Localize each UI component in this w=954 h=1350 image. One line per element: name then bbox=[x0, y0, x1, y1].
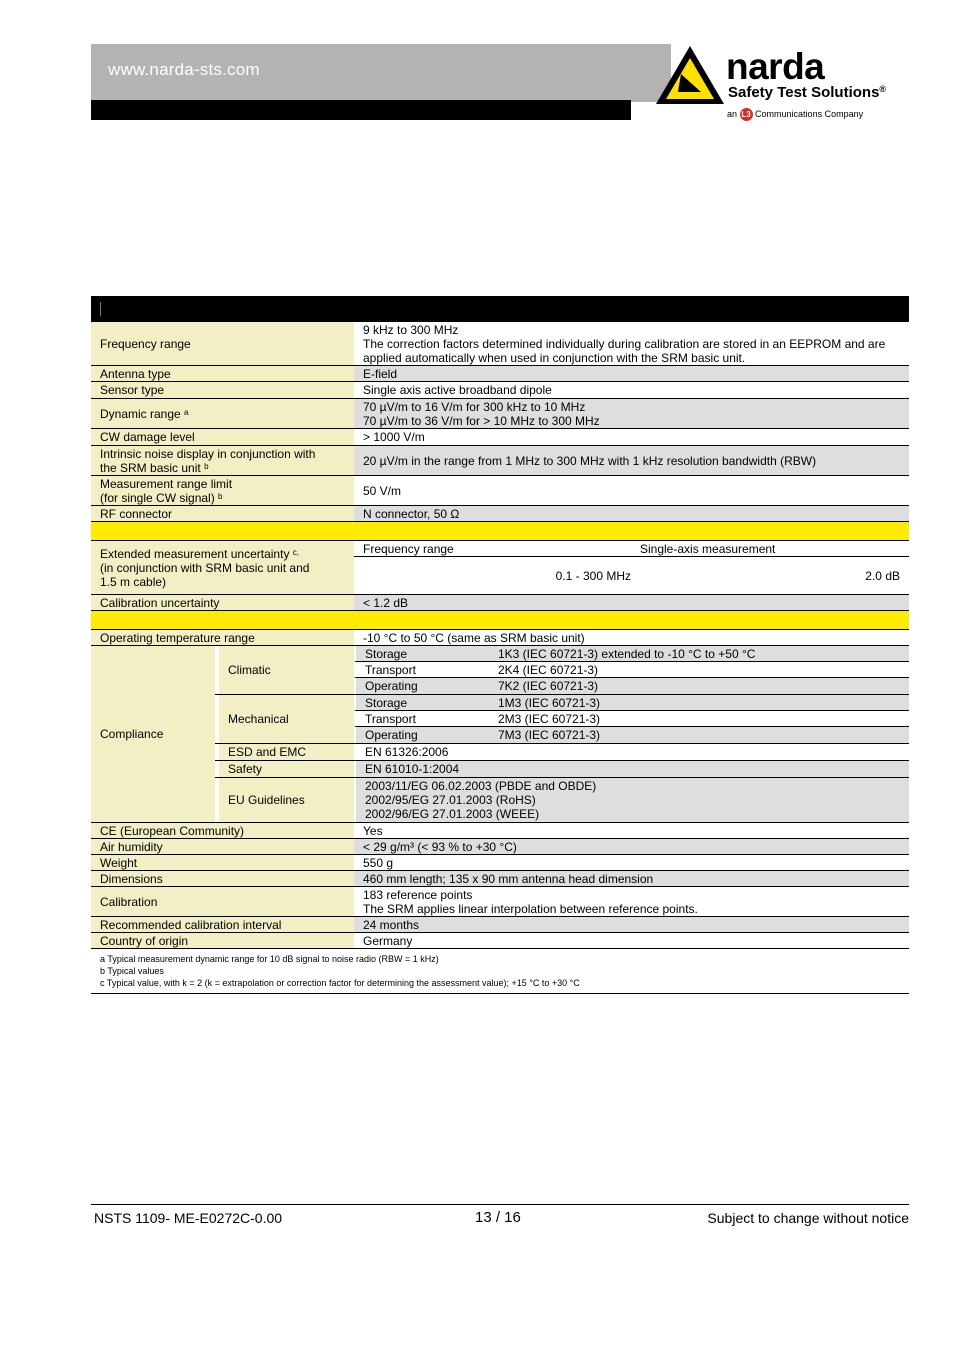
row-cw-damage-level: CW damage level > 1000 V/m bbox=[91, 429, 909, 446]
title-cursor-mark bbox=[100, 302, 101, 316]
row-operating-temperature: Operating temperature range -10 °C to 50 °C (same as SRM basic unit) bbox=[91, 630, 909, 646]
footnote-b: b Typical values bbox=[100, 966, 164, 976]
page-number: 13 / 16 bbox=[475, 1209, 521, 1226]
row-calibration: Calibration 183 reference points The SRM applies linear interpolation between reference points. bbox=[91, 887, 909, 917]
page-footer bbox=[91, 1204, 909, 1226]
website-url[interactable]: www.narda-sts.com bbox=[108, 60, 260, 79]
row-rf-connector: RF connector N connector, 50 Ω bbox=[91, 506, 909, 522]
banner-black-band bbox=[91, 100, 631, 120]
compliance-esd-emc: ESD and EMC EN 61326:2006 bbox=[215, 744, 909, 761]
change-notice: Subject to change without notice bbox=[707, 1210, 909, 1226]
l3-logo-icon: L3 bbox=[741, 110, 751, 119]
footnote-c: c Typical value, with k = 2 (k = extrapolation or correction factor for determining the assessment value); +15 °C to +30 °C bbox=[100, 978, 580, 988]
brand-tagline: Safety Test Solutions® bbox=[728, 84, 887, 101]
table-title-bar bbox=[91, 296, 909, 322]
compliance-label: Compliance bbox=[91, 646, 215, 822]
brand-name: narda bbox=[726, 46, 825, 87]
row-weight: Weight 550 g bbox=[91, 855, 909, 871]
row-sensor-type: Sensor type Single axis active broadband dipole bbox=[91, 382, 909, 399]
row-dynamic-range: Dynamic range $^a$ 70 µV/m to 16 V/m for 300 kHz to 10 MHz 70 µV/m to 36 V/m for > 10 MHz to 300 MHz bbox=[91, 399, 909, 429]
compliance-eu-guidelines: EU Guidelines 2003/11/EG 06.02.2003 (PBDE and OBDE) 2002/95/EG 27.01.2003 (RoHS) 2002/96/EG 27.01.2003 (WEEE) bbox=[215, 778, 909, 822]
warning-triangle-icon bbox=[654, 44, 726, 106]
row-dimensions: Dimensions 460 mm length; 135 x 90 mm antenna head dimension bbox=[91, 871, 909, 887]
footnote-a: a Typical measurement dynamic range for 10 dB signal to noise radio (RBW = 1 kHz) bbox=[100, 954, 439, 964]
compliance-safety: Safety EN 61010-1:2004 bbox=[215, 761, 909, 778]
spec-table bbox=[91, 296, 909, 994]
row-antenna-type: Antenna type E-field bbox=[91, 366, 909, 382]
section-bar-uncertainty bbox=[91, 522, 909, 541]
row-measurement-range-limit: Measurement range limit (for single CW signal) $^b$ 50 V/m bbox=[91, 476, 909, 506]
row-ce: CE (European Community) Yes bbox=[91, 823, 909, 839]
row-air-humidity: Air humidity < 29 g/m³ (< 93 % to +30 °C) bbox=[91, 839, 909, 855]
row-calibration-uncertainty: Calibration uncertainty < 1.2 dB bbox=[91, 595, 909, 611]
doc-number: NSTS 1109- ME-E0272C-0.00 bbox=[94, 1210, 283, 1226]
parent-company: an L3 Communications Company bbox=[727, 108, 864, 119]
compliance-climatic: Climatic Storage 1K3 (IEC 60721-3) extended to -10 °C to +50 °C Transport 2K4 (IEC 60721-3) Operating 7K2 (IEC 60721-3) bbox=[215, 646, 909, 695]
compliance-mechanical: Mechanical Storage 1M3 (IEC 60721-3) Transport 2M3 (IEC 60721-3) Operating 7M3 (IEC 60721-3) bbox=[215, 695, 909, 744]
row-country-of-origin: Country of origin Germany bbox=[91, 933, 909, 949]
row-extended-uncertainty: Extended measurement uncertainty $^{c,}$ (in conjunction with SRM basic unit and 1.5 m cable) Frequency range Single-axis measurement 0.1 - 300 MHz 2.0 dB bbox=[91, 541, 909, 595]
uncertainty-values: 0.1 - 300 MHz 2.0 dB bbox=[555, 568, 900, 583]
narda-logo bbox=[654, 44, 912, 124]
row-intrinsic-noise: Intrinsic noise display in conjunction with the SRM basic unit $^b$ 20 µV/m in the range from 1 MHz to 300 MHz with 1 kHz resolution bandwidth (RBW) bbox=[91, 446, 909, 476]
row-recommended-interval: Recommended calibration interval 24 months bbox=[91, 917, 909, 933]
row-frequency-range: Frequency range 9 kHz to 300 MHz The correction factors determined individually during calibration are stored in an EEPROM and are applied automatically when used in conjunction with the SRM basic unit. bbox=[91, 322, 909, 366]
section-bar-general bbox=[91, 611, 909, 630]
row-compliance bbox=[91, 646, 909, 823]
footnotes bbox=[91, 949, 909, 994]
uncertainty-header: Frequency range Single-axis measurement bbox=[354, 541, 909, 557]
